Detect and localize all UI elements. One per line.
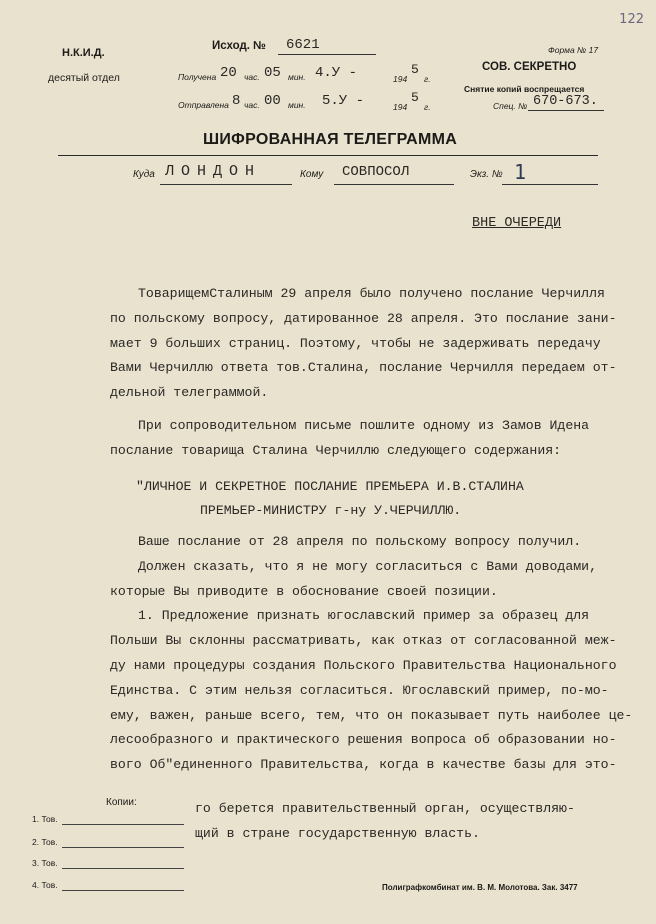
document-title: ШИФРОВАННАЯ ТЕЛЕГРАММА bbox=[203, 131, 458, 148]
whom-value: СОВПОСОЛ bbox=[342, 164, 410, 180]
text-line: мает 9 больших страниц. Поэтому, чтобы не задерживать передачу bbox=[110, 335, 601, 351]
printer-footer: Полиграфкомбинат им. В. М. Молотова. Зак. 3477 bbox=[382, 883, 578, 892]
outgoing-number-line bbox=[278, 54, 376, 55]
quote-heading-line-1: "ЛИЧНОЕ И СЕКРЕТНОЕ ПОСЛАНИЕ ПРЕМЬЕРА И.В.СТАЛИНА bbox=[136, 479, 524, 494]
copy-value: 1 bbox=[514, 160, 527, 184]
to-value: ЛОНДОН bbox=[165, 163, 262, 180]
intro-text bbox=[110, 282, 638, 464]
sent-year-prefix: 194 bbox=[393, 102, 408, 112]
spec-value: 670-673. bbox=[533, 94, 598, 109]
whom-label: Кому bbox=[300, 169, 324, 180]
copy-item-line bbox=[62, 890, 184, 891]
received-date: 4.У - bbox=[315, 65, 358, 81]
copy-item: 3. Тов. bbox=[32, 858, 58, 868]
copy-item-line bbox=[62, 824, 184, 825]
received-min-label: мин. bbox=[288, 72, 306, 82]
received-hour-label: час. bbox=[244, 72, 260, 82]
outgoing-label: Исход. № bbox=[212, 40, 267, 52]
text-line: При сопроводительном письме пошлите одному из Замов Идена bbox=[138, 417, 590, 433]
sent-hour: 8 bbox=[232, 93, 241, 109]
form-number: Форма № 17 bbox=[548, 45, 599, 55]
text-line: Должен сказать, что я не могу согласиться с Вами доводами, bbox=[138, 558, 597, 574]
sent-date: 5.У - bbox=[322, 93, 365, 109]
whom-line bbox=[334, 184, 454, 185]
quote-heading-line-2: ПРЕМЬЕР-МИНИСТРУ г-ну У.ЧЕРЧИЛЛЮ. bbox=[200, 503, 462, 518]
outgoing-number: 6621 bbox=[286, 37, 320, 53]
no-copies-note: Снятие копий воспрещается bbox=[464, 84, 585, 94]
copies-title: Копии: bbox=[106, 797, 137, 808]
sent-min-label: мин. bbox=[288, 100, 306, 110]
text-line: вого Об"единенного Правительства, когда в качестве базы для это- bbox=[110, 757, 617, 773]
sent-hour-label: час. bbox=[244, 100, 260, 110]
text-line: Вами Черчиллю ответа тов.Сталина, послание Черчилля передаем от- bbox=[110, 360, 617, 376]
copy-item: 1. Тов. bbox=[32, 814, 58, 824]
message-text bbox=[110, 530, 638, 778]
text-line: 1. Предложение признать югославский пример за образец для bbox=[138, 608, 590, 624]
text-line: ду нами процедуры создания Польского Правительства Национального bbox=[110, 657, 617, 673]
text-line: дельной телеграммой. bbox=[110, 385, 269, 401]
sent-min: 00 bbox=[264, 93, 281, 109]
page-number: 122 bbox=[619, 12, 644, 27]
copy-label: Экз. № bbox=[470, 169, 503, 180]
received-year-label: г. bbox=[424, 74, 431, 84]
text-line: го берется правительственный орган, осуществляю- bbox=[195, 801, 575, 816]
priority-mark: ВНЕ ОЧЕРЕДИ bbox=[472, 216, 562, 231]
to-label: Куда bbox=[133, 169, 155, 180]
org-name: Н.К.И.Д. bbox=[62, 47, 105, 59]
received-year-prefix: 194 bbox=[393, 74, 408, 84]
text-line: щий в стране государственную власть. bbox=[195, 825, 480, 841]
department-name: десятый отдел bbox=[48, 72, 120, 84]
text-line: ТоварищемСталиным 29 апреля было получено послание Черчилля bbox=[138, 286, 605, 301]
sent-year: 5 bbox=[411, 90, 419, 105]
copy-item-line bbox=[62, 868, 184, 869]
text-line: лесообразного и практического решения вопроса об образовании но- bbox=[110, 732, 617, 748]
to-line bbox=[160, 184, 292, 185]
title-rule bbox=[58, 155, 598, 156]
sent-year-label: г. bbox=[424, 102, 431, 112]
copy-item: 4. Тов. bbox=[32, 880, 58, 890]
spec-line bbox=[528, 110, 604, 111]
received-min: 05 bbox=[264, 65, 281, 81]
spec-label: Спец. № bbox=[493, 101, 528, 111]
text-line: Ваше послание от 28 апреля по польскому вопросу получил. bbox=[138, 534, 582, 549]
text-line: которые Вы приводите в обоснование своей позиции. bbox=[110, 583, 498, 599]
received-hour: 20 bbox=[220, 65, 237, 81]
copy-line bbox=[502, 184, 598, 185]
copy-item-line bbox=[62, 847, 184, 848]
text-line: по польскому вопросу, датированное 28 апреля. Это послание зани- bbox=[110, 310, 617, 326]
message-tail bbox=[195, 797, 635, 847]
text-line: Единства. С этим нельзя согласиться. Югославский пример, по-мо- bbox=[110, 682, 609, 698]
secrecy-label: СОВ. СЕКРЕТНО bbox=[482, 61, 577, 73]
text-line: послание товарища Сталина Черчиллю следующего содержания: bbox=[110, 442, 562, 458]
text-line: Польши Вы склонны рассматривать, как отказ от согласованной меж- bbox=[110, 633, 617, 649]
sent-label: Отправлена bbox=[178, 100, 229, 110]
received-label: Получена bbox=[178, 72, 217, 82]
received-year: 5 bbox=[411, 62, 419, 77]
text-line: ему, важен, раньше всего, тем, что он показывает путь наиболее це- bbox=[110, 707, 633, 723]
copy-item: 2. Тов. bbox=[32, 837, 58, 847]
